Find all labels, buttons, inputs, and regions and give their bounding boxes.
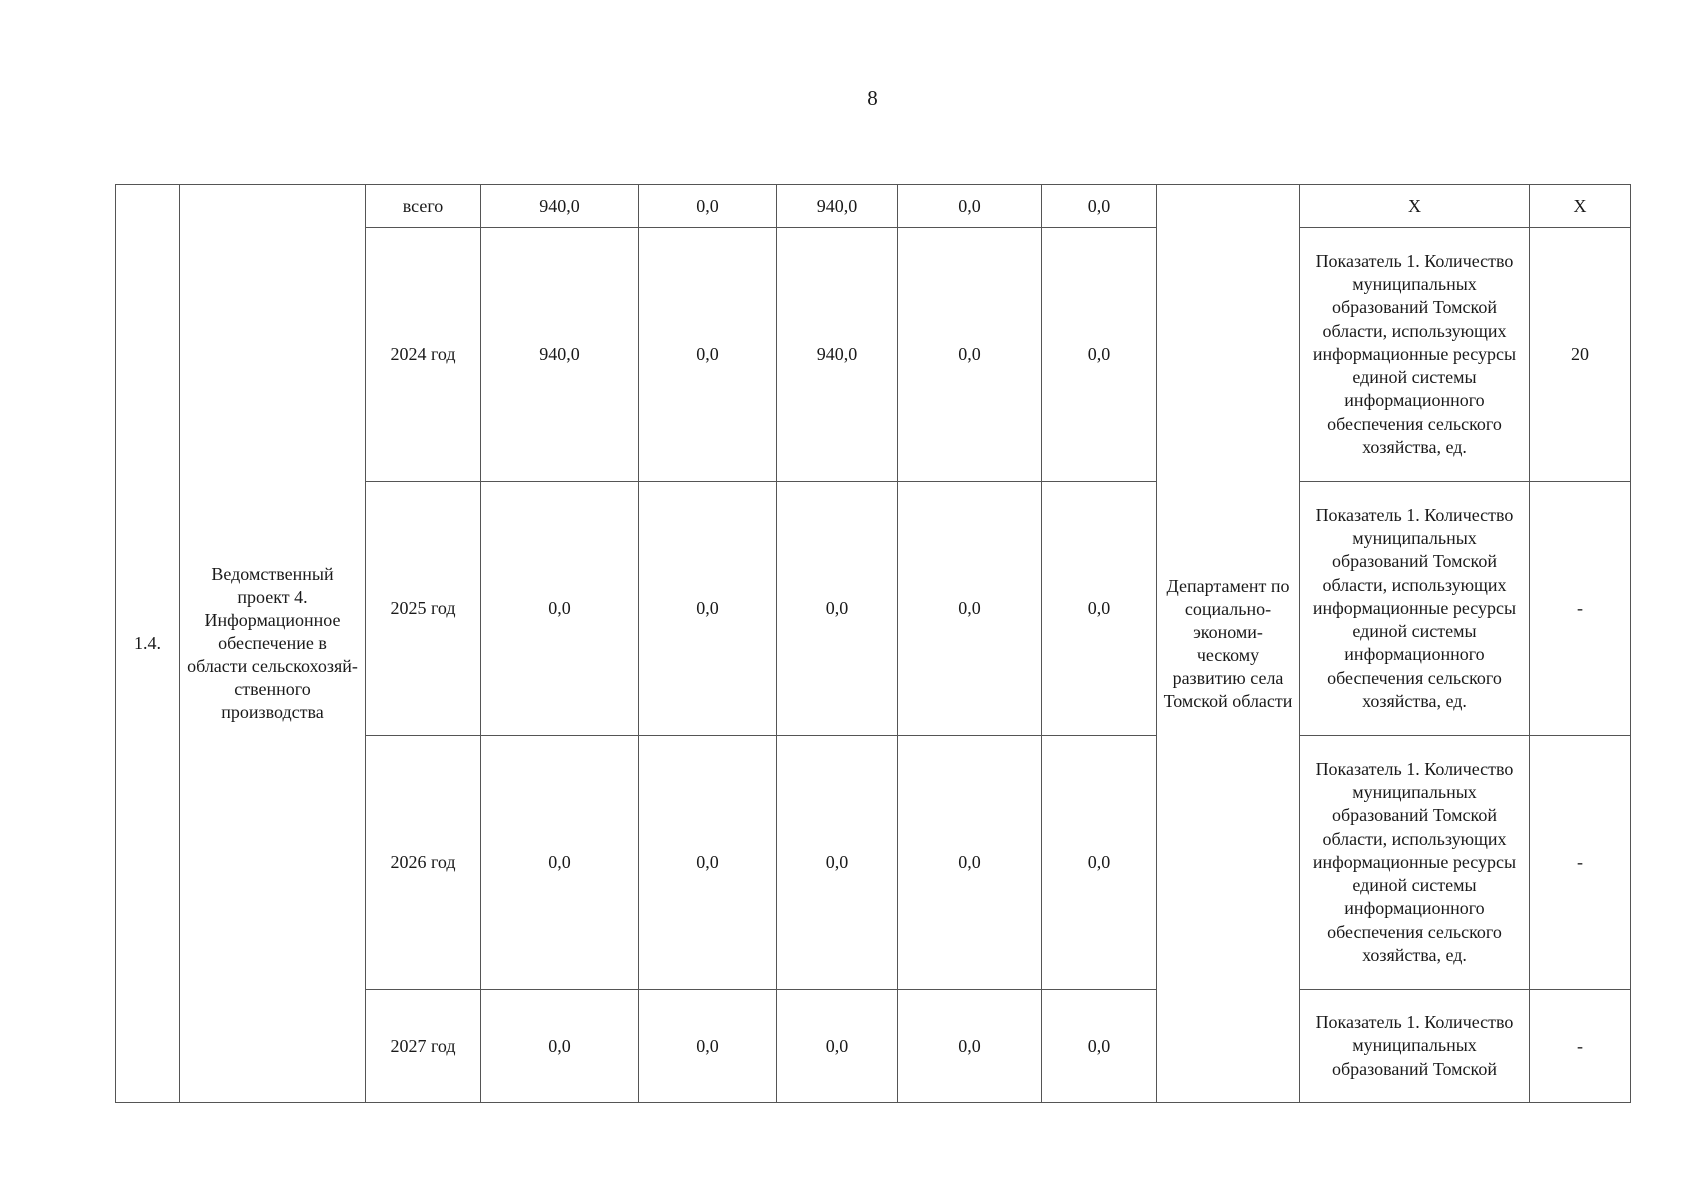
indicator-cell: Показатель 1. Количество муниципальных образований Томской области, использующих информационные ресурсы единой системы информационного обеспечения сельского хозяйства, ед. bbox=[1300, 736, 1530, 990]
value-cell: 0,0 bbox=[481, 482, 639, 736]
responsible-department: Департамент по социально-экономи-ческому развитию села Томской области bbox=[1157, 185, 1300, 1103]
value-cell: 0,0 bbox=[777, 990, 898, 1103]
value-cell: 0,0 bbox=[639, 736, 777, 990]
value-cell: 0,0 bbox=[898, 482, 1042, 736]
indicator-text: Показатель 1. Количество муниципальных образований Томской bbox=[1315, 1012, 1514, 1079]
row-index: 1.4. bbox=[116, 185, 180, 1103]
page-number: 8 bbox=[867, 86, 878, 110]
indicator-cell bbox=[1300, 990, 1530, 1103]
program-table bbox=[115, 184, 1631, 1103]
value-cell: 940,0 bbox=[777, 185, 898, 228]
indicator-value-cell: - bbox=[1530, 482, 1631, 736]
value-cell: 0,0 bbox=[639, 482, 777, 736]
value-cell: 0,0 bbox=[898, 990, 1042, 1103]
indicator-value-cell: - bbox=[1530, 736, 1631, 990]
value-cell: 0,0 bbox=[777, 482, 898, 736]
value-cell: 0,0 bbox=[777, 736, 898, 990]
value-cell: 0,0 bbox=[1042, 736, 1157, 990]
table-row-total bbox=[116, 185, 1631, 228]
indicator-value-cell: 20 bbox=[1530, 228, 1631, 482]
value-cell: 0,0 bbox=[481, 736, 639, 990]
period-cell: 2025 год bbox=[366, 482, 481, 736]
value-cell: 940,0 bbox=[481, 228, 639, 482]
value-cell: 0,0 bbox=[1042, 228, 1157, 482]
indicator-cell: Показатель 1. Количество муниципальных образований Томской области, использующих информационные ресурсы единой системы информационного обеспечения сельского хозяйства, ед. bbox=[1300, 482, 1530, 736]
value-cell: 0,0 bbox=[898, 736, 1042, 990]
period-cell: всего bbox=[366, 185, 481, 228]
value-cell: 0,0 bbox=[639, 990, 777, 1103]
value-cell: 0,0 bbox=[898, 185, 1042, 228]
value-cell: 0,0 bbox=[639, 228, 777, 482]
project-name: Ведомственный проект 4. Информационное обеспечение в области сельскохозяй-ственного производства bbox=[180, 185, 366, 1103]
value-cell: 940,0 bbox=[481, 185, 639, 228]
indicator-value-cell: Х bbox=[1530, 185, 1631, 228]
indicator-cell: Показатель 1. Количество муниципальных образований Томской области, использующих информационные ресурсы единой системы информационного обеспечения сельского хозяйства, ед. bbox=[1300, 228, 1530, 482]
value-cell: 0,0 bbox=[1042, 185, 1157, 228]
value-cell: 0,0 bbox=[639, 185, 777, 228]
period-cell: 2027 год bbox=[366, 990, 481, 1103]
period-cell: 2026 год bbox=[366, 736, 481, 990]
value-cell: 0,0 bbox=[481, 990, 639, 1103]
value-cell: 0,0 bbox=[898, 228, 1042, 482]
indicator-value-cell: - bbox=[1530, 990, 1631, 1103]
value-cell: 0,0 bbox=[1042, 482, 1157, 736]
period-cell: 2024 год bbox=[366, 228, 481, 482]
value-cell: 940,0 bbox=[777, 228, 898, 482]
indicator-cell: Х bbox=[1300, 185, 1530, 228]
value-cell: 0,0 bbox=[1042, 990, 1157, 1103]
